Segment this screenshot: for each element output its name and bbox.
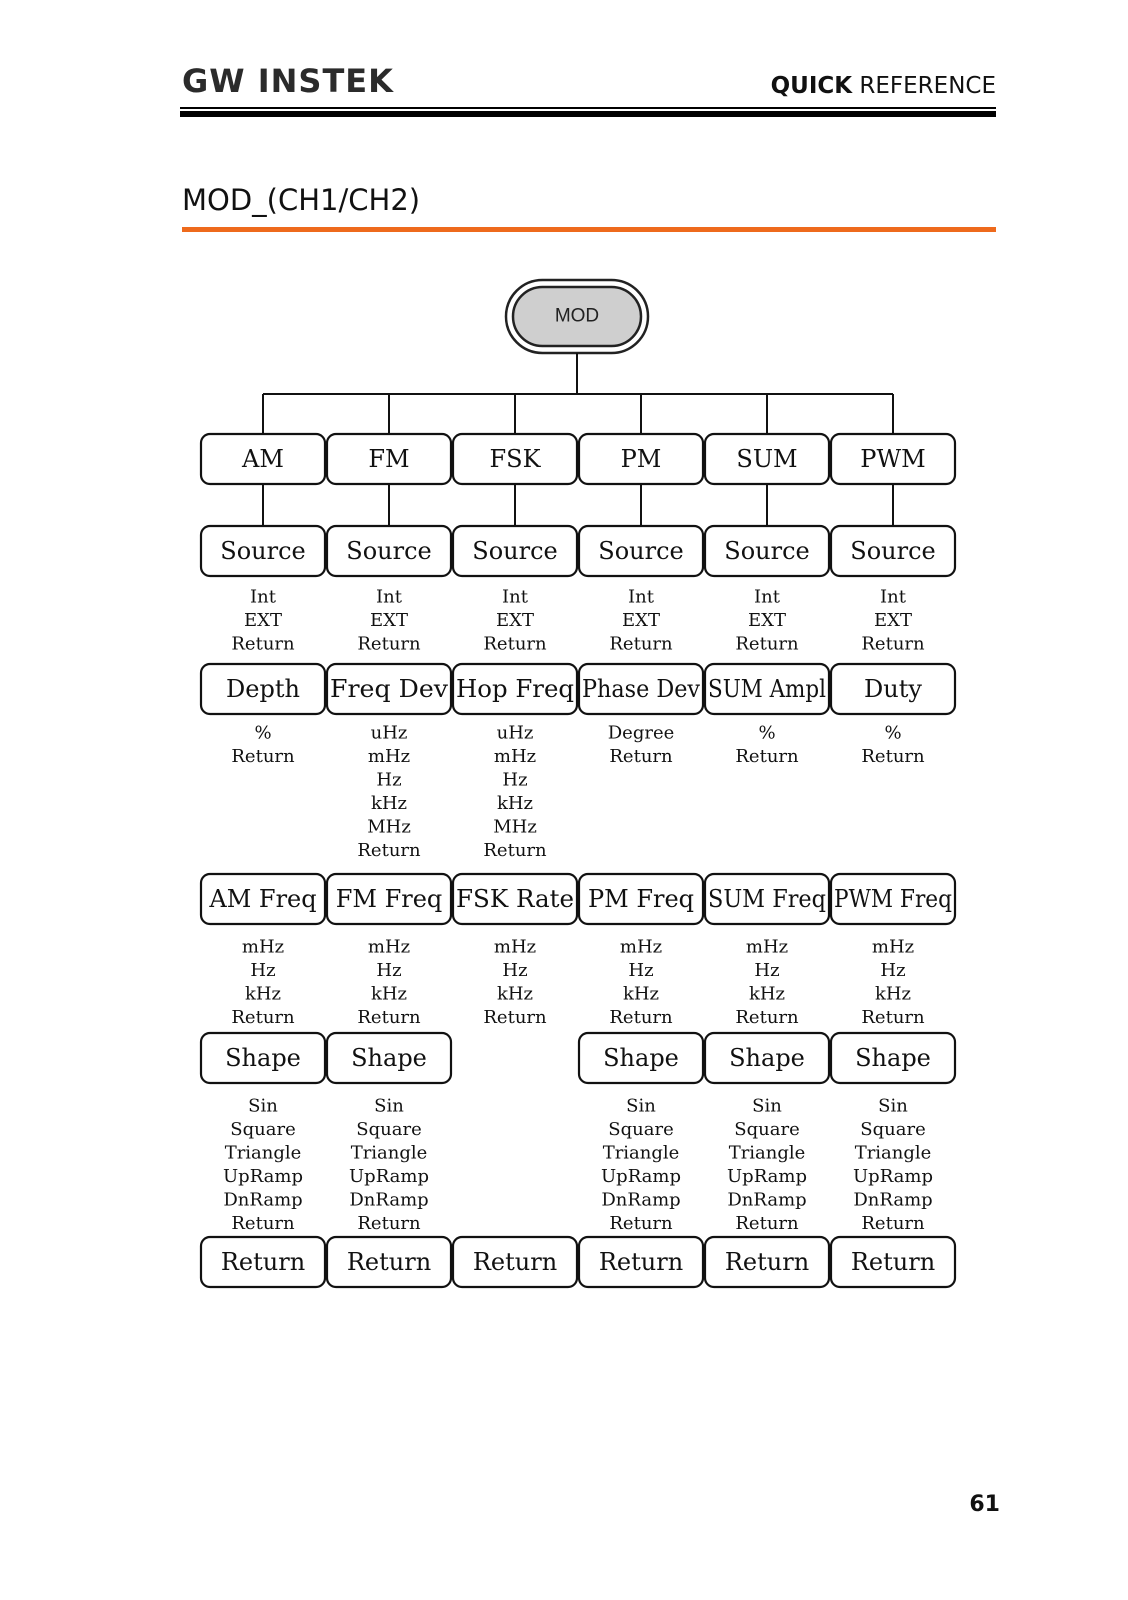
option-pwm-shape-sin: Sin (878, 1095, 908, 1117)
softkey-sum-sum-ampl-label: SUM Ampl (708, 675, 826, 703)
softkey-sum-sum-label: SUM (736, 445, 798, 473)
option-fsk-hop-freq-uhz: uHz (496, 722, 534, 744)
page-title: MOD_(CH1/CH2) (182, 183, 421, 217)
softkey-pm-return-label: Return (598, 1248, 684, 1276)
softkey-fsk-fsk-rate-label: FSK Rate (456, 885, 574, 913)
option-am-source-ext: EXT (244, 610, 282, 631)
option-pwm-source-return: Return (861, 633, 925, 655)
option-pm-shape-square: Square (608, 1119, 674, 1140)
option-am-shape-triangle: Triangle (224, 1142, 302, 1164)
option-sum-sum-freq-return: Return (735, 1007, 799, 1028)
option-pwm-duty-percent: % (884, 722, 902, 744)
option-am-shape-square: Square (230, 1119, 296, 1140)
option-pm-source-ext: EXT (622, 610, 660, 631)
option-fm-fm-freq-hz: Hz (376, 960, 402, 981)
softkey-pm-pm-label: PM (620, 445, 662, 473)
option-fsk-fsk-rate-return: Return (483, 1007, 547, 1028)
softkey-fm-fm-freq-label: FM Freq (335, 885, 443, 913)
option-sum-sum-freq-khz: kHz (748, 983, 786, 1005)
option-pm-source-return: Return (609, 633, 673, 655)
softkey-am-return-label: Return (220, 1248, 306, 1276)
option-fm-shape-return: Return (357, 1213, 421, 1234)
option-sum-sum-freq-mhz: mHz (745, 936, 789, 958)
softkey-fsk-fsk-label: FSK (489, 445, 541, 473)
option-pm-pm-freq-mhz: mHz (619, 936, 663, 958)
option-sum-source-int: Int (754, 586, 780, 608)
option-pm-shape-upramp: UpRamp (601, 1166, 681, 1187)
option-pwm-shape-square: Square (860, 1119, 926, 1140)
option-am-source-int: Int (250, 586, 276, 608)
option-am-shape-return: Return (231, 1213, 295, 1234)
softkey-am-am-freq-label: AM Freq (209, 885, 317, 913)
option-pwm-shape-upramp: UpRamp (853, 1166, 933, 1187)
softkey-sum-source-label: Source (724, 537, 810, 565)
option-fm-freq-dev-hz: Hz (376, 769, 402, 791)
softkey-sum-sum-freq-label: SUM Freq (708, 885, 826, 913)
softkey-fm-fm-label: FM (368, 445, 410, 473)
option-pwm-shape-return: Return (861, 1213, 925, 1234)
option-fm-freq-dev-uhz: uHz (370, 722, 408, 744)
option-sum-sum-freq-hz: Hz (754, 960, 780, 981)
softkey-fm-return-label: Return (346, 1248, 432, 1276)
option-fm-fm-freq-mhz: mHz (367, 936, 411, 958)
softkey-sum-shape-label: Shape (729, 1044, 805, 1072)
option-am-am-freq-khz: kHz (244, 983, 282, 1005)
softkey-pwm-shape-label: Shape (855, 1044, 931, 1072)
option-am-source-return: Return (231, 633, 295, 655)
option-fm-source-ext: EXT (370, 610, 408, 631)
option-am-am-freq-return: Return (231, 1007, 295, 1028)
option-pm-shape-return: Return (609, 1213, 673, 1234)
option-fm-source-return: Return (357, 633, 421, 655)
option-fsk-source-ext: EXT (496, 610, 534, 631)
option-am-shape-dnramp: DnRamp (223, 1189, 303, 1211)
option-fm-freq-dev-mhz: MHz (367, 816, 411, 838)
option-pm-pm-freq-khz: kHz (622, 983, 660, 1005)
option-am-depth-return: Return (231, 746, 295, 767)
option-sum-shape-sin: Sin (752, 1095, 782, 1117)
option-am-shape-upramp: UpRamp (223, 1166, 303, 1187)
option-fsk-source-int: Int (502, 586, 528, 608)
section-header-bold: QUICK (770, 73, 853, 99)
softkey-am-depth-label: Depth (226, 675, 300, 703)
softkey-pm-phase-dev-label: Phase Dev (582, 675, 701, 703)
option-sum-shape-return: Return (735, 1213, 799, 1234)
softkey-fsk-source-label: Source (472, 537, 558, 565)
softkey-pwm-source-label: Source (850, 537, 936, 565)
option-am-am-freq-hz: Hz (250, 960, 276, 981)
option-pwm-pwm-freq-khz: kHz (874, 983, 912, 1005)
brand-logo: GW INSTEK (182, 62, 394, 100)
page-number: 61 (969, 1492, 1000, 1517)
softkey-fm-shape-label: Shape (351, 1044, 427, 1072)
option-pwm-pwm-freq-return: Return (861, 1007, 925, 1028)
softkey-pwm-return-label: Return (850, 1248, 936, 1276)
option-fm-freq-dev-khz: kHz (370, 793, 408, 814)
option-pm-phase-dev-degree: Degree (607, 722, 675, 744)
option-fm-shape-upramp: UpRamp (349, 1166, 429, 1187)
softkey-pwm-pwm-label: PWM (860, 445, 926, 473)
softkey-am-am-label: AM (242, 445, 284, 473)
option-pm-shape-sin: Sin (626, 1095, 656, 1117)
section-header-rest: REFERENCE (852, 73, 996, 99)
softkey-fm-freq-dev-label: Freq Dev (330, 675, 449, 703)
option-fsk-hop-freq-mhz: mHz (493, 746, 537, 767)
option-fm-fm-freq-return: Return (357, 1007, 421, 1028)
softkey-am-shape-label: Shape (225, 1044, 301, 1072)
softkey-pwm-duty-label: Duty (864, 675, 922, 703)
option-fm-freq-dev-mhz: mHz (367, 746, 411, 767)
option-sum-shape-upramp: UpRamp (727, 1166, 807, 1187)
option-pwm-duty-return: Return (861, 746, 925, 767)
option-sum-source-ext: EXT (748, 610, 786, 631)
option-fsk-source-return: Return (483, 633, 547, 655)
option-fm-shape-dnramp: DnRamp (349, 1189, 429, 1211)
option-am-shape-sin: Sin (248, 1095, 278, 1117)
softkey-fsk-hop-freq-label: Hop Freq (456, 675, 574, 703)
option-fm-fm-freq-khz: kHz (370, 983, 408, 1005)
root-node-label: MOD (554, 305, 600, 327)
option-fsk-fsk-rate-mhz: mHz (493, 936, 537, 958)
option-pwm-shape-triangle: Triangle (854, 1142, 932, 1164)
softkey-sum-return-label: Return (724, 1248, 810, 1276)
option-pwm-pwm-freq-mhz: mHz (871, 936, 915, 958)
option-am-depth-percent: % (254, 722, 272, 744)
option-pm-pm-freq-return: Return (609, 1007, 673, 1028)
option-pwm-shape-dnramp: DnRamp (853, 1189, 933, 1211)
option-pm-pm-freq-hz: Hz (628, 960, 654, 981)
option-fsk-hop-freq-return: Return (483, 840, 547, 861)
option-sum-shape-triangle: Triangle (728, 1142, 806, 1164)
option-fm-shape-sin: Sin (374, 1095, 404, 1117)
option-pwm-source-int: Int (880, 586, 906, 608)
softkey-fm-source-label: Source (346, 537, 432, 565)
option-sum-sum-ampl-percent: % (758, 722, 776, 744)
option-fsk-hop-freq-hz: Hz (502, 769, 528, 791)
softkey-pwm-pwm-freq-label: PWM Freq (834, 885, 952, 913)
option-sum-shape-square: Square (734, 1119, 800, 1140)
option-pm-phase-dev-return: Return (609, 746, 673, 767)
softkey-pm-shape-label: Shape (603, 1044, 679, 1072)
softkey-am-source-label: Source (220, 537, 306, 565)
option-fsk-fsk-rate-khz: kHz (496, 983, 534, 1005)
option-pwm-pwm-freq-hz: Hz (880, 960, 906, 981)
option-fm-shape-triangle: Triangle (350, 1142, 428, 1164)
softkey-pm-pm-freq-label: PM Freq (587, 885, 695, 913)
option-pwm-source-ext: EXT (874, 610, 912, 631)
option-pm-shape-triangle: Triangle (602, 1142, 680, 1164)
option-sum-source-return: Return (735, 633, 799, 655)
option-am-am-freq-mhz: mHz (241, 936, 285, 958)
option-fm-shape-square: Square (356, 1119, 422, 1140)
option-sum-shape-dnramp: DnRamp (727, 1189, 807, 1211)
option-fm-freq-dev-return: Return (357, 840, 421, 861)
option-pm-shape-dnramp: DnRamp (601, 1189, 681, 1211)
option-fsk-fsk-rate-hz: Hz (502, 960, 528, 981)
softkey-pm-source-label: Source (598, 537, 684, 565)
option-pm-source-int: Int (628, 586, 654, 608)
option-fsk-hop-freq-mhz: MHz (493, 816, 537, 838)
softkey-fsk-return-label: Return (472, 1248, 558, 1276)
option-sum-sum-ampl-return: Return (735, 746, 799, 767)
option-fsk-hop-freq-khz: kHz (496, 793, 534, 814)
option-fm-source-int: Int (376, 586, 402, 608)
